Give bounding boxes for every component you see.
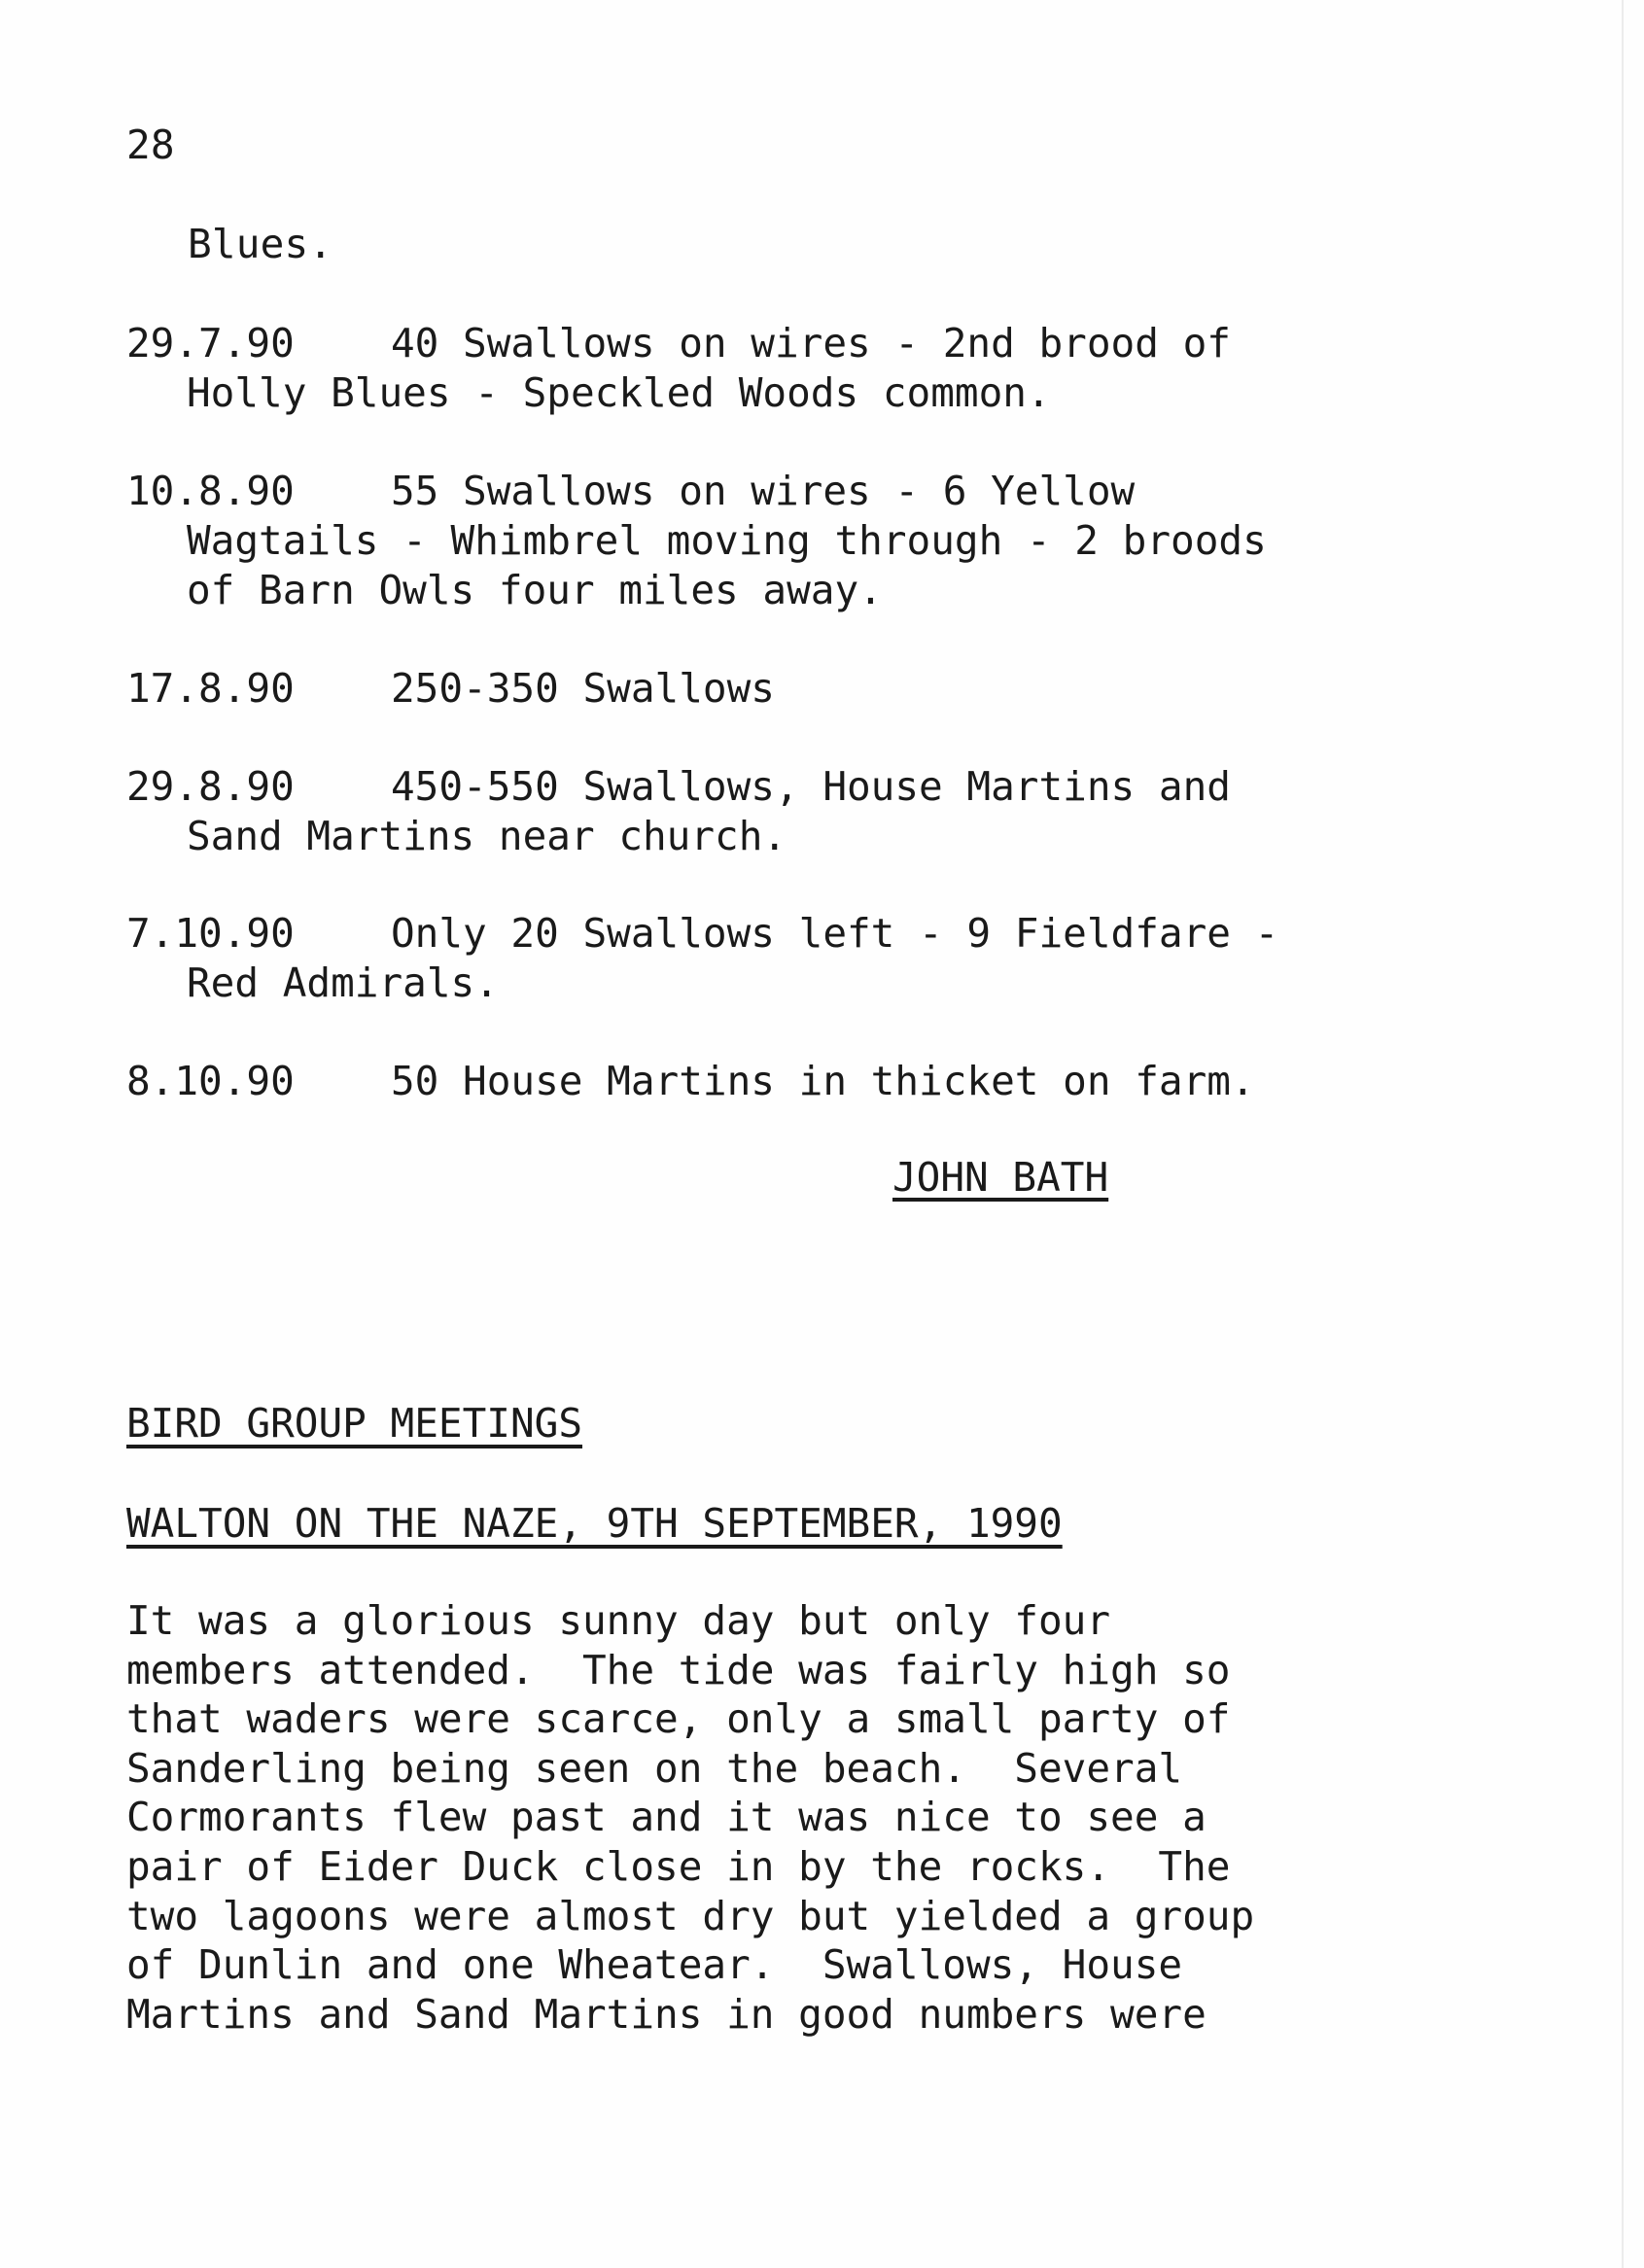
diary-entry xyxy=(126,762,1231,861)
paragraph-line: It was a glorious sunny day but only four xyxy=(126,1597,1111,1644)
entry-date: 8.10.90 xyxy=(126,1058,295,1104)
entry-line: Red Admirals. xyxy=(187,960,499,1006)
entry-line: Wagtails - Whimbrel moving through - 2 broods xyxy=(187,517,1267,564)
entry-line: Only 20 Swallows left - 9 Fieldfare - xyxy=(391,910,1279,957)
entry-line: 55 Swallows on wires - 6 Yellow xyxy=(391,468,1136,514)
entry-date: 29.8.90 xyxy=(126,763,295,810)
continued-text: Blues. xyxy=(188,221,333,267)
author-signature: JOHN BATH xyxy=(892,1154,1109,1201)
paragraph-line: two lagoons were almost dry but yielded a group xyxy=(126,1892,1255,1939)
entry-line: 40 Swallows on wires - 2nd brood of xyxy=(391,320,1231,366)
paragraph-line: Cormorants flew past and it was nice to see a xyxy=(126,1794,1207,1841)
diary-entry xyxy=(126,909,1278,1008)
diary-entry xyxy=(126,664,775,714)
paragraph-line: members attended. The tide was fairly high so xyxy=(126,1646,1231,1693)
entry-date: 7.10.90 xyxy=(126,910,295,957)
entry-date: 10.8.90 xyxy=(126,468,295,514)
entry-line: of Barn Owls four miles away. xyxy=(187,567,883,613)
entry-line: 50 House Martins in thicket on farm. xyxy=(391,1058,1255,1104)
scan-edge xyxy=(1622,0,1624,2268)
entry-date: 17.8.90 xyxy=(126,665,295,712)
paragraph-line: Sanderling being seen on the beach. Several xyxy=(126,1744,1183,1792)
entry-line: 450-550 Swallows, House Martins and xyxy=(391,763,1231,810)
meeting-heading: WALTON ON THE NAZE, 9TH SEPTEMBER, 1990 xyxy=(126,1500,1063,1547)
paragraph-line: pair of Eider Duck close in by the rocks. The xyxy=(126,1842,1231,1890)
paragraph-line: Martins and Sand Martins in good numbers were xyxy=(126,1990,1207,2038)
meeting-report-paragraph xyxy=(126,1596,1254,2039)
section-heading: BIRD GROUP MEETINGS xyxy=(126,1400,582,1447)
diary-entry xyxy=(126,319,1231,418)
paragraph-line: that waders were scarce, only a small party of xyxy=(126,1695,1231,1743)
entry-line: Holly Blues - Speckled Woods common. xyxy=(187,369,1051,416)
page-number: 28 xyxy=(126,122,175,168)
diary-entry xyxy=(126,467,1267,615)
entry-line: 250-350 Swallows xyxy=(391,665,775,712)
entry-date: 29.7.90 xyxy=(126,320,295,366)
diary-entry xyxy=(126,1057,1255,1106)
entry-line: Sand Martins near church. xyxy=(187,813,787,859)
paragraph-line: of Dunlin and one Wheatear. Swallows, House xyxy=(126,1941,1183,1989)
